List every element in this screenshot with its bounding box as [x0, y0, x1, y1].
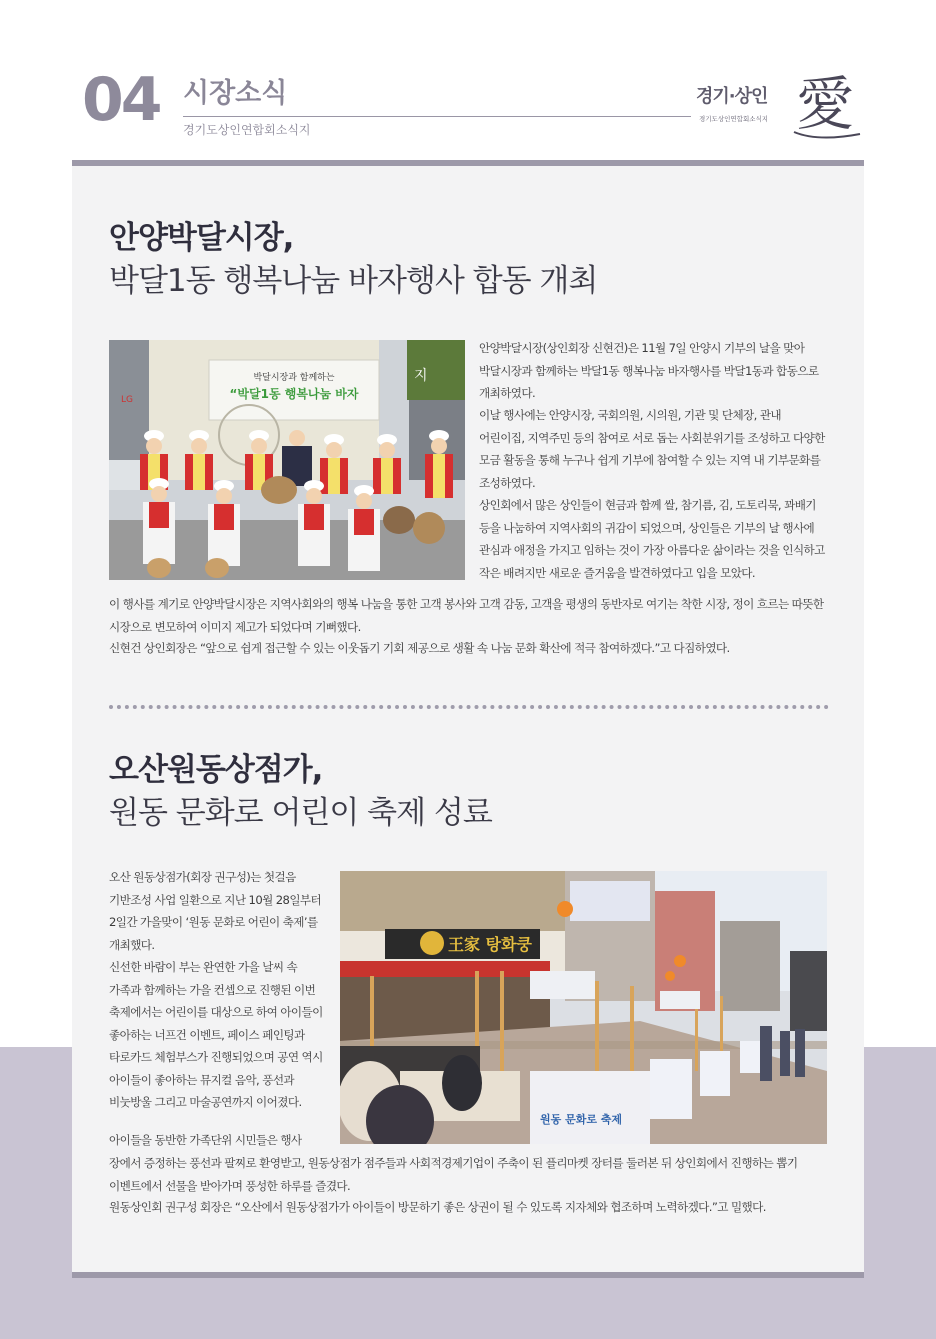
logo-text: 경기·상인 — [696, 86, 768, 107]
article2-subtitle: 원동 문화로 어린이 축제 성료 — [109, 795, 492, 831]
section-subtitle: 경기도상인연합회소식지 — [183, 123, 311, 137]
page-number: 04 — [82, 65, 160, 135]
svg-text:王家 탕화쿵: 王家 탕화쿵 — [448, 935, 532, 954]
article1-subtitle: 박달1동 행복나눔 바자행사 합동 개최 — [109, 263, 598, 299]
svg-text:愛: 愛 — [796, 70, 855, 138]
logo-subtext: 경기도상인연합회소식지 — [699, 115, 769, 123]
article1-paragraph-2: 이날 행사에는 안양시장, 국회의원, 시의원, 기관 및 단체장, 관내 어린이집, 지역주민 등의 참여로 서로 돕는 사회분위기를 조성하고 다양한 모금 활동을 통해 누구나 쉽게 기부에 참여할 수 있는 지역 내 기부문화를 조성하였다. — [479, 408, 825, 490]
article1-title: 안양박달시장, — [109, 220, 294, 256]
svg-text:“박달1동 행복나눔 바자: “박달1동 행복나눔 바자 — [229, 387, 359, 401]
article1-photo — [109, 340, 465, 580]
love-calligraphy-icon — [788, 62, 864, 142]
article2-photo — [340, 871, 827, 1144]
svg-text:지: 지 — [414, 368, 428, 384]
article-divider — [109, 705, 829, 709]
article1-paragraph-1: 안양박달시장(상인회장 신현건)은 11월 7일 안양시 기부의 날을 맞아 박달시장과 함께하는 박달1동 행복나눔 바자행사를 박달1동과 합동으로 개최하였다. — [479, 341, 819, 400]
article1-paragraph-4: 이 행사를 계기로 안양박달시장은 지역사회와의 행복 나눔을 통한 고객 봉사와 고객 감동, 고객을 평생의 동반자로 여기는 착한 시장, 정이 흐르는 따뜻한 시장으로 변모하여 이미지 제고가 되었다며 기뻐했다. — [109, 597, 824, 634]
article2-paragraph-2: 신선한 바람이 부는 완연한 가을 날씨 속 가족과 함께하는 가을 컨셉으로 진행된 이번 축제에서는 어린이를 대상으로 하여 아이들이 좋아하는 너프건 이벤트, 페이스 페인팅과 타로카드 체험부스가 진행되었으며 공연 역시 아이들이 좋아하는 뮤지컬 음악, 풍선과 비눗방울 그리고 마술공연까지 이어졌다. — [109, 960, 323, 1109]
article2-title: 오산원동상점가, — [109, 752, 323, 788]
article1-paragraph-3: 상인회에서 많은 상인들이 현금과 함께 쌀, 참기름, 김, 도토리묵, 꽈배기 등을 나눔하여 지역사회의 귀감이 되었으며, 상인들은 기부의 날 행사에 관심과 애정을 가지고 임하는 것이 가장 아름다운 삶이라는 것을 인식하고 작은 배려지만 새로운 즐거움을 발견하였다고 입을 모았다. — [479, 498, 825, 580]
article1-paragraph-5: 신현건 상인회장은 “앞으로 쉽게 접근할 수 있는 이웃돕기 기회 제공으로 생활 속 나눔 문화 확산에 적극 참여하겠다.”고 다짐하였다. — [109, 641, 730, 655]
section-title: 시장소식 — [183, 78, 288, 109]
svg-text:박달시장과 함께하는: 박달시장과 함께하는 — [253, 373, 335, 383]
article2-paragraph-3: 아이들을 동반한 가족단위 시민들은 행사 — [109, 1133, 302, 1147]
newsletter-logo — [696, 62, 866, 142]
svg-text:LG: LG — [121, 395, 133, 405]
article2-paragraph-5: 원동상인회 권구성 회장은 “오산에서 원동상점가가 아이들이 방문하기 좋은 상권이 될 수 있도록 지자체와 협조하며 노력하겠다.”고 밀했다. — [109, 1200, 766, 1214]
article2-paragraph-1: 오산 원동상점가(회장 권구성)는 첫걸음 기반조성 사업 일환으로 지난 10월 28일부터 2일간 가을맞이 ‘원동 문화로 어린이 축제’를 개최했다. — [109, 870, 322, 952]
article2-paragraph-4: 장에서 증정하는 풍선과 팔찌로 환영받고, 원동상점가 점주들과 사회적경제기업이 주축이 된 플리마켓 장터를 둘러본 뒤 상인회에서 진행하는 뽑기 이벤트에서 선물을 받아가며 풍성한 하루를 즐겼다. — [109, 1156, 798, 1193]
header-rule — [183, 116, 691, 117]
svg-text:원동 문화로 축제: 원동 문화로 축제 — [540, 1113, 623, 1126]
